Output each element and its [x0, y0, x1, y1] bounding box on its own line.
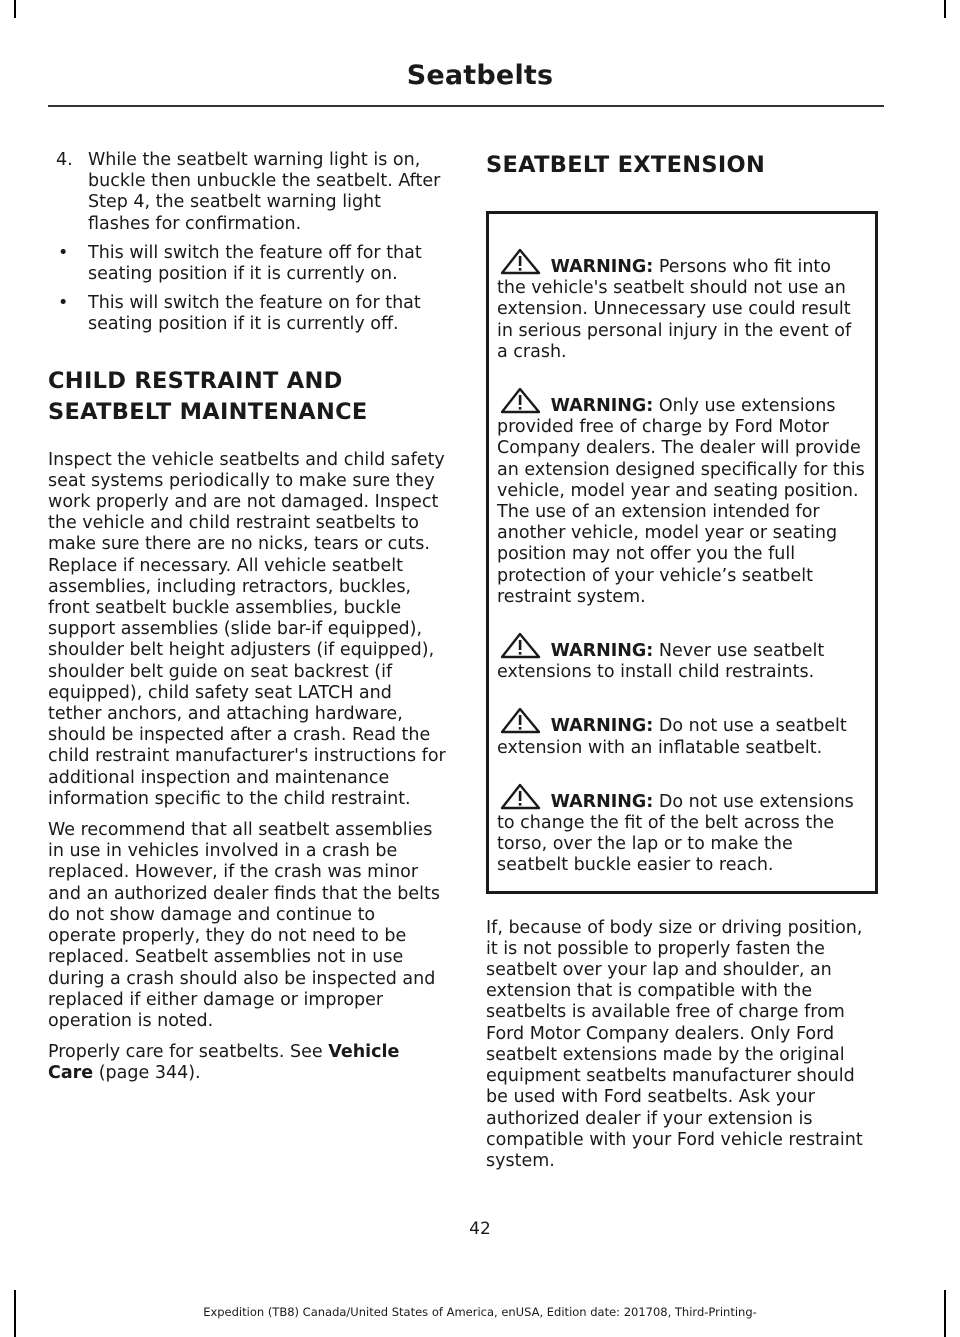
page-number: 42	[469, 1219, 491, 1239]
page-title: Seatbelts	[406, 60, 554, 91]
warning-item	[497, 387, 865, 608]
warning-label: WARNING:	[550, 791, 654, 812]
warning-text: Do not use extensions to change the fit of the belt across the torso, over the lap or to make the seatbelt buckle easier to reach.	[497, 791, 854, 876]
reference-paragraph	[48, 1042, 448, 1084]
paragraph-extension-availability: If, because of body size or driving position, it is not possible to properly fasten the seatbelt over your lap and shoulder, an extension that is compatible with the seatbelts is available free of charge from Ford Motor Company dealers. Only Ford seatbelt extensions made by the original equipment seatbelts manufacturer should be used with Ford seatbelts. Ask your authorized dealer if your extension is compatible with your Ford vehicle restraint system.	[486, 917, 863, 1171]
vehicle-care-link[interactable]: Vehicle Care	[48, 1042, 400, 1084]
bullet-marker: •	[58, 242, 69, 263]
reference-prefix: Properly care for seatbelts. See	[48, 1042, 329, 1063]
warning-label: WARNING:	[550, 641, 654, 662]
header-divider	[48, 105, 884, 107]
crop-mark-top-left	[14, 0, 16, 18]
bullet-text: This will switch the feature off for that seating position if it is currently on.	[88, 242, 422, 285]
section-heading-seatbelt-extension: SEATBELT EXTENSION	[486, 152, 766, 178]
step-number: 4.	[56, 150, 73, 170]
warning-text: Persons who fit into the vehicle's seatbelt should not use an extension. Unnecessary use could result in serious personal injury in the event of a crash.	[497, 257, 852, 362]
warning-item	[497, 248, 865, 363]
warning-label: WARNING:	[550, 716, 654, 737]
crop-mark-top-right	[944, 0, 946, 18]
warning-text: Do not use a seatbelt extension with an inflatable seatbelt.	[497, 716, 847, 758]
warning-triangle-icon	[499, 387, 545, 415]
bullet-text: This will switch the feature on for that seating position if it is currently off.	[88, 293, 421, 335]
section-heading-child-restraint	[48, 366, 448, 428]
warning-item	[497, 707, 865, 758]
bullet-item	[48, 293, 448, 335]
step-item	[48, 150, 448, 235]
warning-item	[497, 632, 865, 683]
warning-text: Only use extensions provided free of charge by Ford Motor Company dealers. The dealer will provide an extension designed specifically for this vehicle, model year and seating position. The use of an extension intended for another vehicle, model year or seating position may not offer you the full protection of your vehicle’s seatbelt restraint system.	[497, 396, 865, 607]
left-column	[48, 150, 448, 1095]
paragraph-inspect: Inspect the vehicle seatbelts and child safety seat systems periodically to make sure they work properly and are not damaged. Inspect the vehicle and child restraint seatbelts to make sure there are no nicks, tears or cuts. Replace if necessary. All vehicle seatbelt assemblies, including retractors, buckles, front seatbelt buckle assemblies, buckle support assemblies (slide bar-if equipped), shoulder belt height adjusters (if equipped), shoulder belt guide on seat backrest (if equipped), child safety seat LATCH and tether anchors, and attaching hardware, should be inspected after a crash. Read the child restraint manufacturer's instructions for additional inspection and maintenance information specific to the child restraint.	[48, 449, 446, 809]
bullet-item	[48, 243, 448, 285]
footer-edition-info: Expedition (TB8) Canada/United States of America, enUSA, Edition date: 201708, Third-Printing-	[203, 1305, 757, 1319]
section-heading-line: SEATBELT MAINTENANCE	[48, 398, 368, 425]
warning-triangle-icon	[499, 632, 545, 660]
warning-box	[486, 211, 878, 894]
section-heading-line: CHILD RESTRAINT AND	[48, 367, 343, 394]
warning-label: WARNING:	[550, 396, 654, 417]
warning-text: Never use seatbelt extensions to install child restraints.	[497, 641, 825, 683]
warning-triangle-icon	[499, 248, 545, 276]
warning-triangle-icon	[499, 707, 545, 735]
warning-item	[497, 783, 865, 877]
step-text: While the seatbelt warning light is on, buckle then unbuckle the seatbelt. After Step 4, the seatbelt warning light flashes for confirmation.	[88, 150, 441, 234]
warning-label: WARNING:	[550, 257, 654, 277]
paragraph-replace: We recommend that all seatbelt assemblies in use in vehicles involved in a crash be replaced. However, if the crash was minor and an authorized dealer finds that the belts do not show damage and continue to operate properly, they do not need to be replaced. Seatbelt assemblies not in use during a crash should also be inspected and replaced if either damage or improper operation is noted.	[48, 820, 441, 1031]
right-column	[486, 150, 878, 1182]
warning-triangle-icon	[499, 783, 545, 811]
bullet-marker: •	[58, 293, 69, 314]
reference-suffix: (page 344).	[93, 1063, 201, 1084]
